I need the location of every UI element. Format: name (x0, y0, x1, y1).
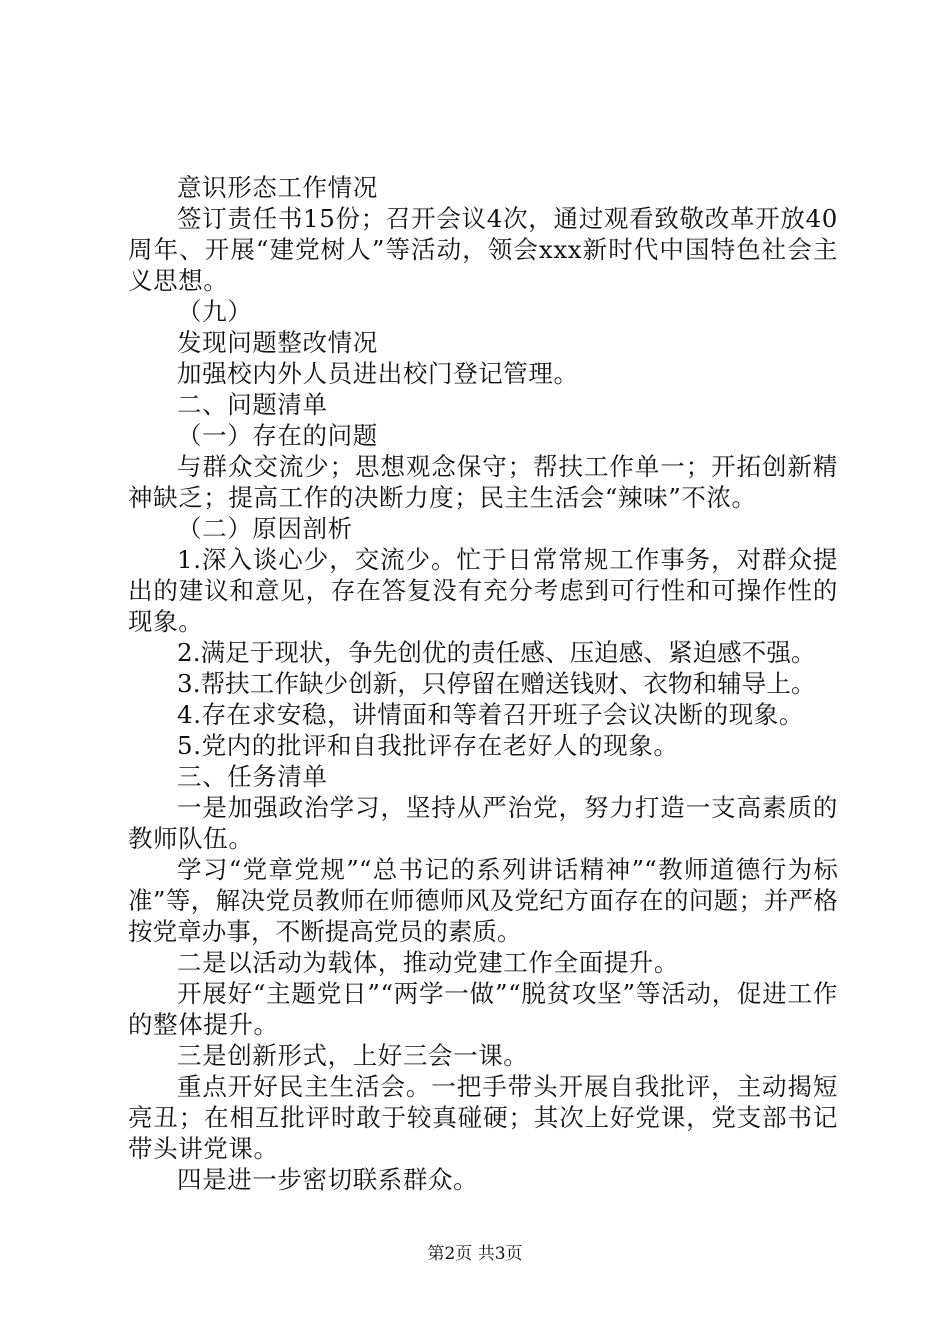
paragraph-section-nine: （九） (177, 297, 253, 326)
paragraph-task-list-heading: 三、任务清单 (177, 762, 328, 791)
paragraph-task-3: 三是创新形式，上好三会一课。 (177, 1041, 529, 1070)
paragraph-rectification-heading: 发现问题整改情况 (177, 328, 378, 357)
paragraph-cause-analysis-heading: （二）原因剖析 (177, 514, 353, 543)
paragraph-task-1: 一是加强政治学习，坚持从严治党，努力打造一支高素质的教师队伍。 (128, 793, 838, 853)
paragraph-task-4: 四是进一步密切联系群众。 (177, 1165, 479, 1194)
paragraph-cause-5: 5.党内的批评和自我批评存在老好人的现象。 (177, 731, 679, 760)
paragraph-cause-2: 2.满足于现状，争先创优的责任感、压迫感、紧迫感不强。 (177, 638, 816, 667)
paragraph-existing-problems-detail: 与群众交流少；思想观念保守；帮扶工作单一；开拓创新精神缺乏；提高工作的决断力度；民主生活会“辣味”不浓。 (128, 452, 838, 512)
paragraph-problem-list-heading: 二、问题清单 (177, 390, 328, 419)
paragraph-task-2-detail: 开展好“主题党日”“两学一做”“脱贫攻坚”等活动，促进工作的整体提升。 (128, 979, 838, 1039)
paragraph-task-2: 二是以活动为载体，推动党建工作全面提升。 (177, 948, 679, 977)
page-number-footer: 第2页 共3页 (427, 1244, 523, 1264)
paragraph-ideology-detail: 签订责任书15份；召开会议4次，通过观看致敬改革开放40周年、开展“建党树人”等活动，领会xxx新时代中国特色社会主义思想。 (128, 204, 838, 295)
paragraph-existing-problems-heading: （一）存在的问题 (177, 421, 378, 450)
paragraph-cause-1: 1.深入谈心少，交流少。忙于日常常规工作事务，对群众提出的建议和意见，存在答复没有充分考虑到可行性和可操作性的现象。 (128, 545, 838, 636)
document-body (128, 172, 838, 1195)
paragraph-cause-4: 4.存在求安稳，讲情面和等着召开班子会议决断的现象。 (177, 700, 804, 729)
paragraph-rectification-detail: 加强校内外人员进出校门登记管理。 (177, 359, 579, 388)
paragraph-task-1-detail: 学习“党章党规”“总书记的系列讲话精神”“教师道德行为标准”等，解决党员教师在师德师风及党纪方面存在的问题；并严格按党章办事，不断提高党员的素质。 (128, 855, 838, 946)
paragraph-cause-3: 3.帮扶工作缺少创新，只停留在赠送钱财、衣物和辅导上。 (177, 669, 816, 698)
paragraph-ideology-heading: 意识形态工作情况 (177, 173, 378, 202)
paragraph-task-3-detail: 重点开好民主生活会。一把手带头开展自我批评，主动揭短亮丑；在相互批评时敢于较真碰硬；其次上好党课，党支部书记带头讲党课。 (128, 1072, 838, 1163)
